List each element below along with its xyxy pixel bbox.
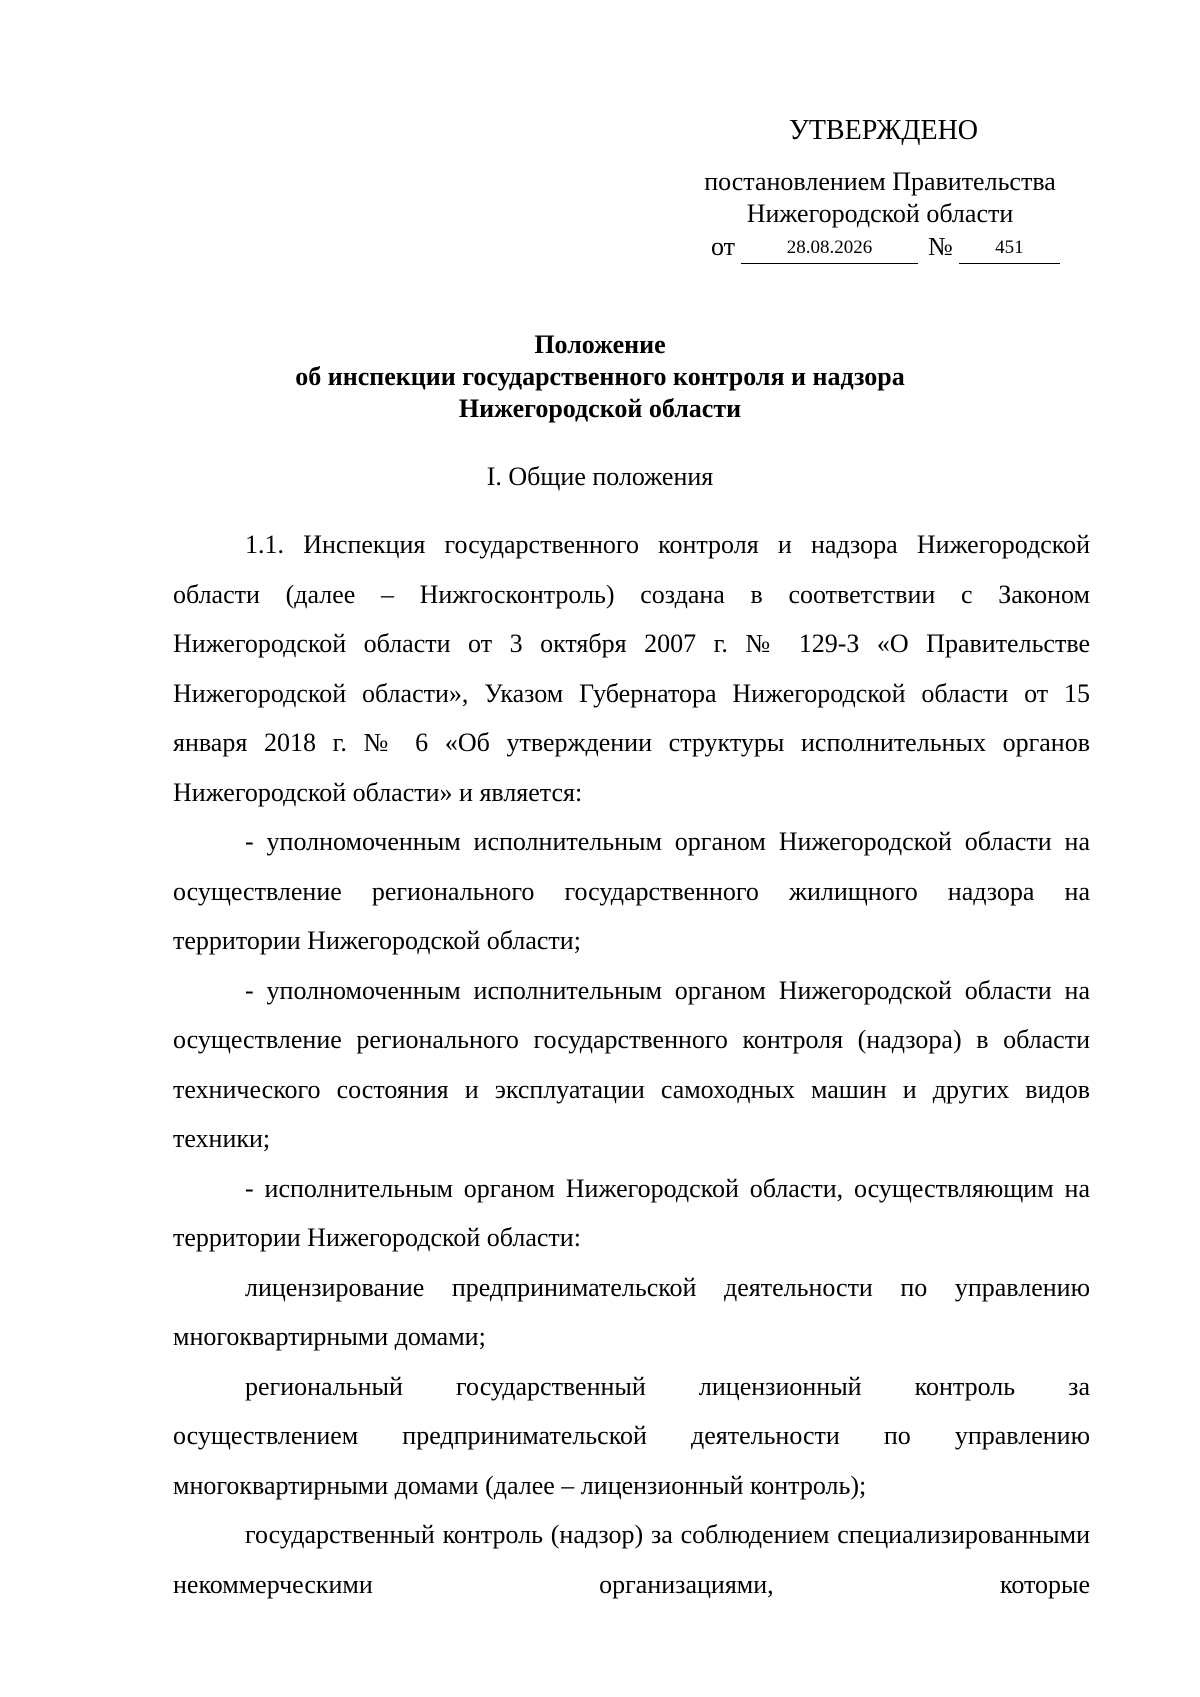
paragraph-license-control: региональный государственный лицензионный контроль за осуществлением предпринимательской деятельности по управлению многоквартирными домами (далее – лицензионный контроль); [173, 1371, 1090, 1500]
approval-number: 451 [995, 237, 1024, 258]
approval-line-2: Нижегородской области [746, 199, 1014, 228]
approval-title: УТВЕРЖДЕНО [789, 115, 979, 146]
document-title-line-2: об инспекции государственного контроля и надзора [295, 362, 905, 391]
approval-line-1: постановлением Правительства [704, 167, 1056, 196]
section-heading: I. Общие положения [486, 462, 714, 491]
paragraph-state-control: государственный контроль (надзор) за соблюдением специализированными некоммерческими организациями, которые [173, 1520, 1090, 1599]
approval-date: 28.08.2026 [786, 237, 873, 258]
paragraph-housing-supervision: - уполномоченным исполнительным органом Нижегородской области на осуществление регионального государственного жилищного надзора на территории Нижегородской области; [173, 827, 1090, 955]
paragraph-executive-body: - исполнительным органом Нижегородской области, осуществляющим на территории Нижегородской области: [173, 1173, 1090, 1252]
section-body [173, 520, 1090, 1609]
approval-date-row [711, 230, 1060, 264]
paragraph-1-1: 1.1. Инспекция государственного контроля и надзора Нижегородской области (далее – Нижгосконтроль) создана в соответствии с Законом Нижегородской области от 3 октября 2007 г. № 129-З «О Правительстве Нижегородской области», Указом Губернатора Нижегородской области от 15 января 2018 г. № 6 «Об утверждении структуры исполнительных органов Нижегородской области» и является: [173, 530, 1090, 807]
date-blank [741, 237, 918, 264]
date-prefix: от [711, 232, 736, 261]
paragraph-machinery-control: - уполномоченным исполнительным органом Нижегородской области на осуществление регионального государственного контроля (надзора) в области технического состояния и эксплуатации самоходных машин и других видов техники; [173, 975, 1090, 1153]
number-blank [959, 237, 1060, 264]
number-sign: № [928, 232, 953, 261]
paragraph-licensing: лицензирование предпринимательской деятельности по управлению многоквартирными домами; [173, 1272, 1090, 1351]
document-title-line-3: Нижегородской области [458, 394, 742, 423]
document-title-line-1: Положение [534, 330, 666, 359]
